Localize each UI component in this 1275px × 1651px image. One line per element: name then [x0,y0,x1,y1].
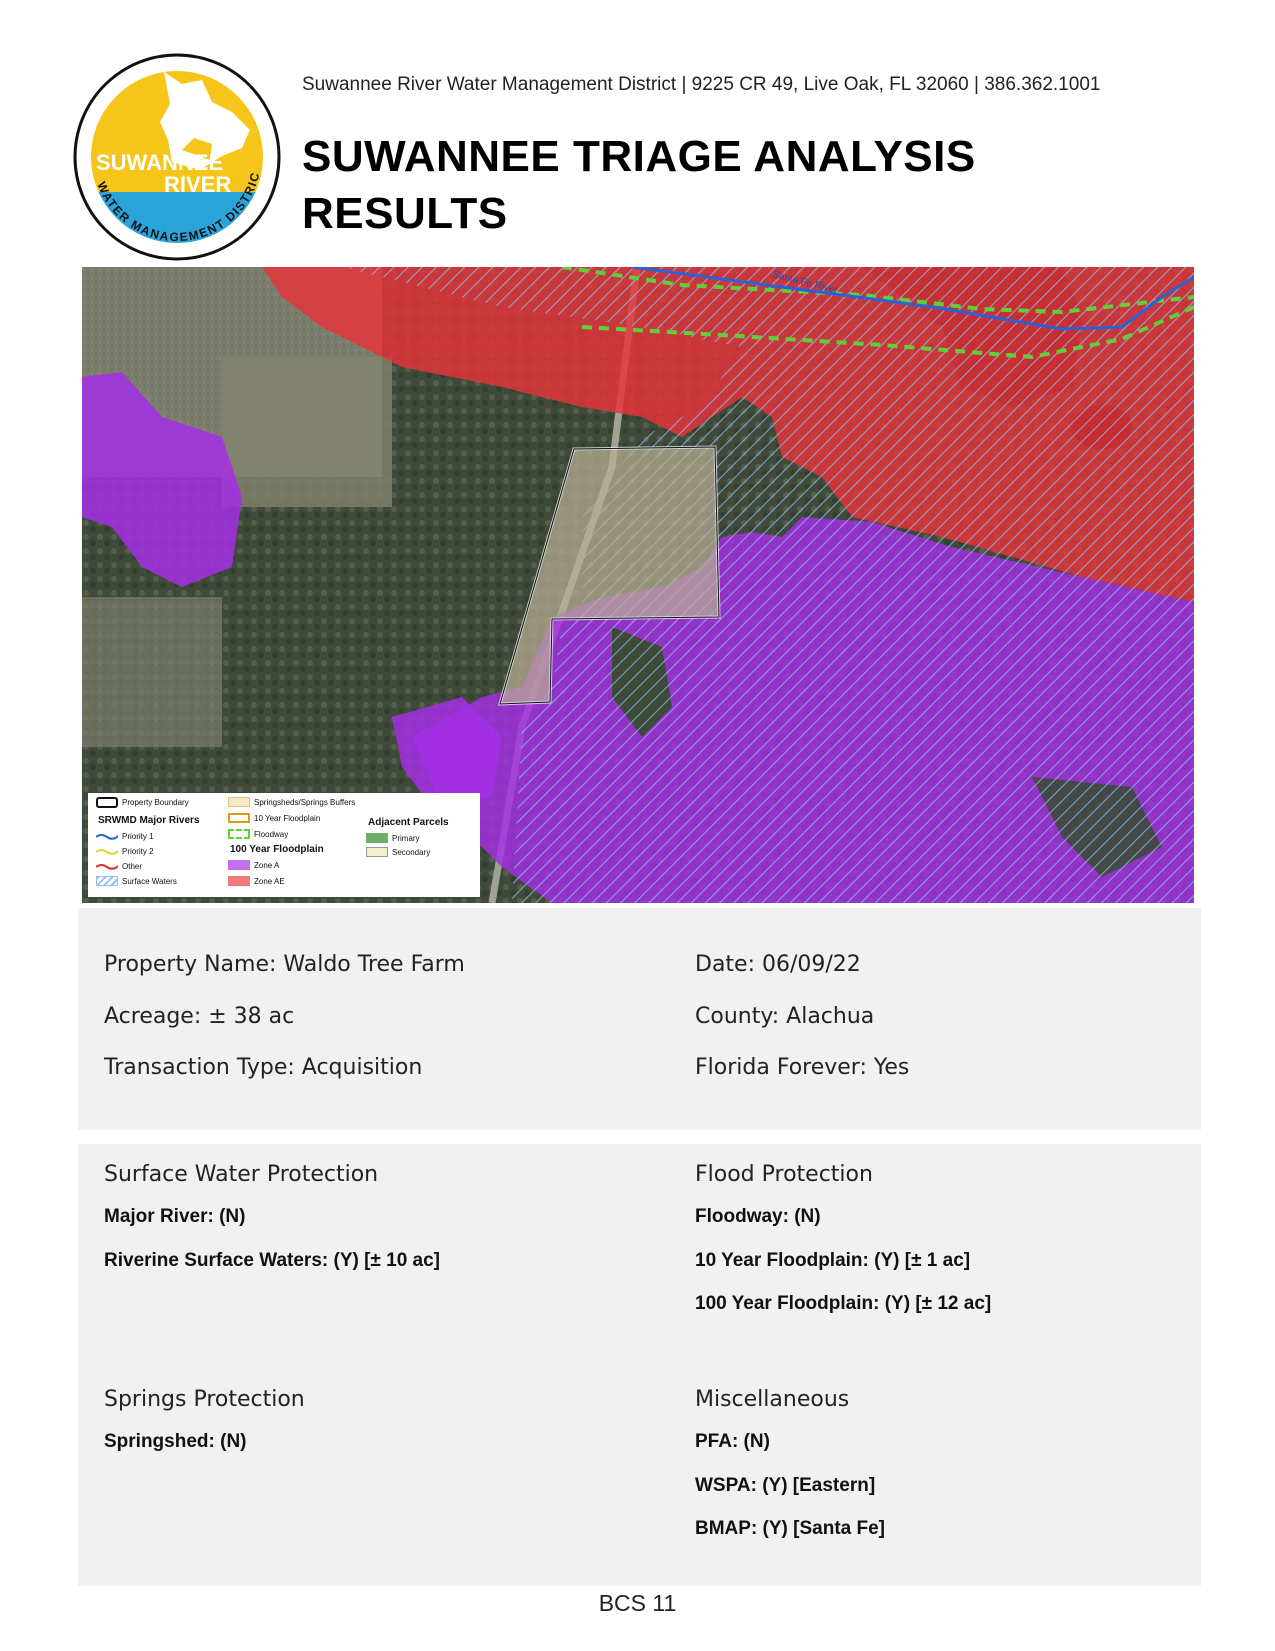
legend-zone-a: Zone A [228,860,279,870]
property-name: Property Name: Waldo Tree Farm [104,952,465,977]
title-line-1: SUWANNEE TRIAGE ANALYSIS [302,132,976,181]
county: County: Alachua [695,1004,875,1029]
property-info-panel [78,908,1201,1130]
major-river-row: Major River: (N) [104,1206,246,1227]
pfa-row: PFA: (N) [695,1431,770,1452]
logo-word-river: RIVER [164,172,232,197]
legend-primary: Primary [366,833,420,843]
date: Date: 06/09/22 [695,952,861,977]
wspa-row: WSPA: (Y) [Eastern] [695,1475,876,1496]
legend-surface-waters: Surface Waters [96,876,177,886]
legend-priority2: Priority 2 [96,846,154,856]
legend-priority1: Priority 1 [96,831,154,841]
organization-line: Suwannee River Water Management District | 9225 CR 49, Live Oak, FL 32060 | 386.362.1001 [302,74,1101,95]
floodway-row: Floodway: (N) [695,1206,821,1227]
district-logo [72,52,282,262]
legend-floodway: Floodway [228,829,288,839]
surface-water-title: Surface Water Protection [104,1162,379,1187]
hundred-year-floodplain-row: 100 Year Floodplain: (Y) [± 12 ac] [695,1293,992,1314]
legend-other: Other [96,861,142,871]
flood-protection-title: Flood Protection [695,1162,873,1187]
springs-protection-title: Springs Protection [104,1387,305,1412]
legend-adjacent-header: Adjacent Parcels [368,817,449,828]
map-legend [88,793,480,897]
ten-year-floodplain-row: 10 Year Floodplain: (Y) [± 1 ac] [695,1250,971,1271]
legend-hundred-year-header: 100 Year Floodplain [230,844,324,855]
bmap-row: BMAP: (Y) [Santa Fe] [695,1518,885,1539]
analysis-panel [78,1144,1201,1586]
legend-secondary: Secondary [366,847,430,857]
acreage: Acreage: ± 38 ac [104,1004,295,1029]
river-label: Santa Fe River [771,269,839,297]
legend-springsheds: Springsheds/Springs Buffers [228,797,355,807]
springshed-row: Springshed: (N) [104,1431,247,1452]
title-line-2: RESULTS [302,189,508,238]
legend-property-boundary: Property Boundary [96,797,189,808]
logo-ring-text: WATER MANAGEMENT DISTRIC [94,169,263,245]
transaction-type: Transaction Type: Acquisition [104,1055,423,1080]
legend-ten-year: 10 Year Floodplain [228,813,320,823]
logo-word-suwannee: SUWANNEE [96,150,224,175]
page-footer: BCS 11 [598,1590,677,1616]
legend-rivers-header: SRWMD Major Rivers [98,815,200,826]
riverine-surface-waters-row: Riverine Surface Waters: (Y) [± 10 ac] [104,1250,441,1271]
florida-forever: Florida Forever: Yes [695,1055,910,1080]
legend-zone-ae: Zone AE [228,876,285,886]
property-map [82,267,1194,903]
miscellaneous-title: Miscellaneous [695,1387,850,1412]
page-title [302,128,976,242]
